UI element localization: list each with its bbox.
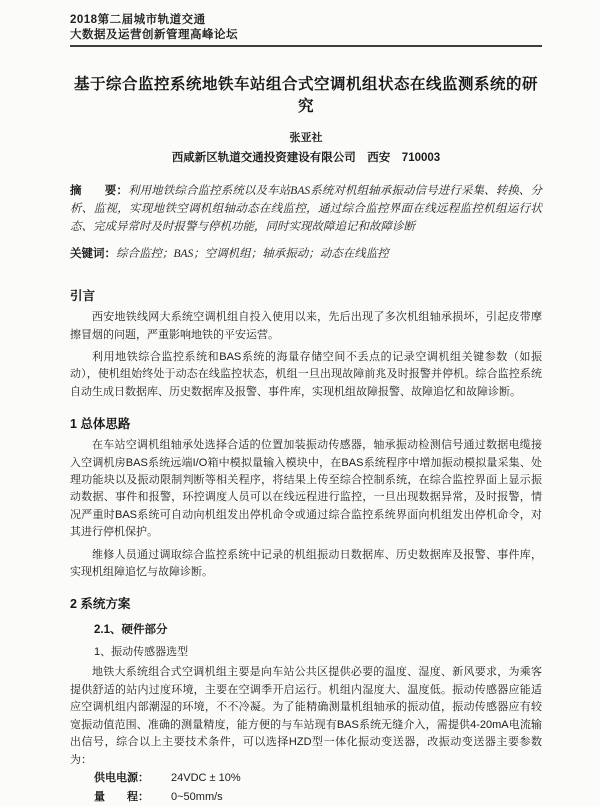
section-heading-intro: 引言 [70, 286, 542, 304]
spec-power-supply [94, 770, 542, 788]
subsubsection-heading-1: 1、振动传感器选型 [94, 643, 542, 659]
intro-paragraph-1: 西安地铁线网大系统空调机组自投入使用以来，先后出现了多次机组轴承损坏，引起皮带摩擦冒烟的问题，严重影响地铁的平安运营。 [70, 309, 542, 344]
abstract-text: 利用地铁综合监控系统以及车站BAS系统对机组轴承振动信号进行采集、转换、分析、监视，实现地铁空调机组轴动态在线监控，通过综合监控界面在线远程监控机组运行状态、完成异常时及时报警与停机功能，同时实现故障追记和故障诊断 [70, 185, 542, 233]
letterhead-rule [70, 45, 542, 47]
forum-letterhead [70, 13, 542, 42]
author-name: 张亚社 [70, 129, 542, 145]
subsection-heading-2-1: 2.1、硬件部分 [94, 621, 542, 637]
section2-paragraph-1: 地铁大系统组合式空调机组主要是向车站公共区提供必要的温度、湿度、新风要求，为乘客提供舒适的站内过度环境，主要在空调季开启运行。机组内湿度大、温度低。振动传感器应能适应空调机组内部潮湿的环境，不不冷凝。为了能精确测量机组轴承的振动值，振动传感器应有较宽振动值范围、准确的测量精度，能方便的与车站现有BAS系统无缝介入，需提供4-20mA电流输出信号，综合以上主要技术条件，可以选择HZD型一体化振动变送器，改振动变送器主要参数为： [70, 664, 542, 768]
spec-range-label: 量 程： [94, 789, 158, 806]
keywords-text: 综合监控；BAS；空调机组；轴承振动；动态在线监控 [116, 248, 389, 260]
section1-paragraph-1: 在车站空调机组轴承处选择合适的位置加装振动传感器，轴承振动检测信号通过数据电缆接入空调机房BAS系统远端I/O箱中模拟量输入模块中，在BAS系统程序中增加振动模拟量采集、处理功能块以及振动限制判断等相关程序，将结果上传至综合控制系统，在综合监控界面上显示振动数据、事件和报警，环控调度人员可以在线远程进行监控，一旦出现数据异常，及时报警，情况严重时BAS系统可自动向机组发出停机命令或通过综合监控系统界面向机组发出停机命令，对其进行停机保护。 [70, 437, 542, 541]
abstract-label: 摘 要： [70, 185, 128, 197]
intro-paragraph-2: 利用地铁综合监控系统和BAS系统的海量存储空间不丢点的记录空调机组关键参数（如振动），使机组始终处于动态在线监控状态，机组一旦出现故障前兆及时报警并停机。综合监控系统自动生成日数据库、历史数据库及报警、事件库，实现机组故障报警、故障追忆和故障诊断。 [70, 349, 542, 401]
spec-range [94, 789, 542, 806]
affiliation: 西咸新区轨道交通投资建设有限公司 西安 710003 [70, 149, 542, 165]
spec-power-value: 24VDC ± 10% [171, 772, 241, 784]
section-heading-1: 1 总体思路 [70, 414, 542, 432]
section1-paragraph-2: 维修人员通过调取综合监控系统中记录的机组振动日数据库、历史数据库及报警、事件库，实现机组障追忆与故障诊断。 [70, 547, 542, 582]
spec-power-label: 供电电源： [94, 770, 158, 788]
keywords-label: 关键词： [70, 248, 116, 260]
letterhead-line1: 2018第二届城市轨道交通 [70, 13, 542, 28]
abstract [70, 183, 542, 236]
keywords [70, 246, 542, 264]
section-heading-2: 2 系统方案 [70, 594, 542, 612]
letterhead-line2: 大数据及运营创新管理高峰论坛 [70, 28, 542, 43]
paper-title: 基于综合监控系统地铁车站组合式空调机组状态在线监测系统的研究 [70, 72, 542, 116]
spec-range-value: 0~50mm/s [171, 791, 223, 803]
